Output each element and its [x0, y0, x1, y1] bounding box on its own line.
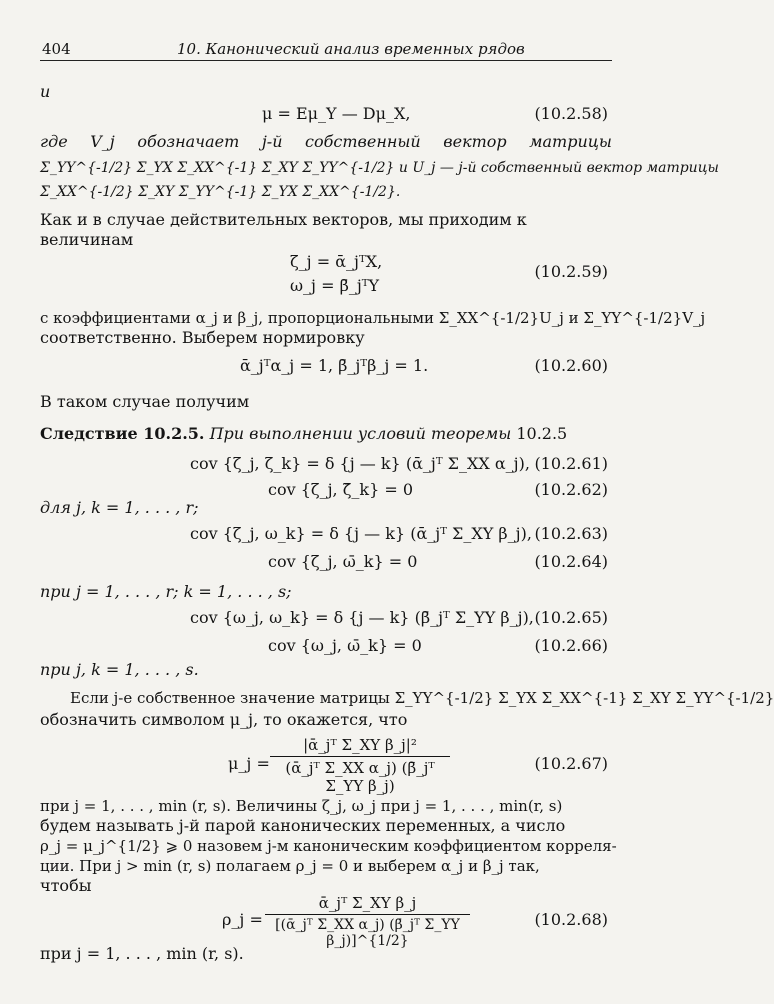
equation-10-2-58: μ = Eμ_Y — Dμ_X, [262, 104, 411, 123]
equation-10-2-59a: ζ_j = ᾱ_jᵀX, [290, 252, 383, 271]
running-header [40, 38, 612, 61]
word: где [40, 132, 68, 151]
word: j-й [261, 132, 283, 151]
equation-number: (10.2.63) [534, 524, 608, 543]
word: вектор [443, 132, 507, 151]
text-line: Как и в случае действительных векторов, мы приходим к [40, 210, 527, 229]
equation-10-2-60: ᾱ_jᵀα_j = 1, β̄_jᵀβ_j = 1. [240, 356, 429, 375]
text-line: для j, k = 1, . . . , r; [40, 498, 199, 517]
equation-number: (10.2.58) [534, 104, 608, 123]
theorem-reference: 10.2.5 [516, 424, 568, 443]
text-line: Σ_XX^{-1/2} Σ_XY Σ_YY^{-1} Σ_YX Σ_XX^{-1/2}. [40, 184, 401, 200]
equation-lhs: ρ_j = [222, 910, 263, 929]
equation-lhs: μ_j = [228, 754, 270, 773]
text-line: Σ_YY^{-1/2} Σ_YX Σ_XX^{-1} Σ_XY Σ_YY^{-1/2} и U_j — j-й собственный вектор матрицы [40, 160, 719, 176]
corollary-line [40, 424, 612, 444]
running-title: 10. Канонический анализ временных рядов [177, 40, 525, 58]
equation-10-2-65: cov {ω_j, ω_k} = δ {j — k} (β̄_jᵀ Σ_YY β_j), [190, 608, 534, 627]
corollary-text: При выполнении условий теоремы [209, 424, 512, 443]
text-line: В таком случае получим [40, 392, 250, 411]
text-line: чтобы [40, 876, 92, 895]
word: матрицы [529, 132, 612, 151]
equation-number: (10.2.62) [534, 480, 608, 499]
text-line: с коэффициентами α_j и β_j, пропорциональными Σ_XX^{-1/2}U_j и Σ_YY^{-1/2}V_j [40, 309, 706, 327]
equation-number: (10.2.66) [534, 636, 608, 655]
equation-10-2-61: cov {ζ_j, ζ_k} = δ {j — k} (ᾱ_jᵀ Σ_XX α_j), [190, 454, 530, 473]
word: собственный [305, 132, 421, 151]
word: обозначает [137, 132, 240, 151]
text-line: при j = 1, . . . , min (r, s). [40, 944, 244, 963]
text-line: ρ_j = μ_j^{1/2} ⩾ 0 назовем j-м каноническим коэффициентом корреля- [40, 837, 617, 855]
equation-number: (10.2.64) [534, 552, 608, 571]
text-line: обозначить символом μ_j, то окажется, что [40, 710, 408, 729]
equation-number: (10.2.59) [534, 262, 608, 281]
page-number: 404 [42, 40, 71, 58]
text-line: при j, k = 1, . . . , s. [40, 660, 199, 679]
fraction-numerator: ᾱ_jᵀ Σ_XY β_j [265, 894, 470, 915]
text-line: величинам [40, 230, 134, 249]
fraction-10-2-68 [265, 894, 470, 949]
text-line: при j = 1, . . . , min (r, s). Величины ζ_j, ω_j при j = 1, . . . , min(r, s) [40, 797, 563, 815]
text-line: и [40, 82, 51, 101]
text-line: Если j-е собственное значение матрицы Σ_YY^{-1/2} Σ_YX Σ_XX^{-1} Σ_XY Σ_YY^{-1/2} [70, 689, 774, 707]
text-line-justified [40, 132, 612, 152]
text-line: будем называть j-й парой канонических переменных, а число [40, 816, 566, 835]
word: V_j [90, 132, 115, 151]
fraction-numerator: |ᾱ_jᵀ Σ_XY β_j|² [270, 736, 450, 757]
equation-10-2-66: cov {ω_j, ω̄_k} = 0 [268, 636, 422, 655]
equation-number: (10.2.65) [534, 608, 608, 627]
equation-10-2-59b: ω_j = β̄_jᵀY [290, 276, 380, 295]
equation-number: (10.2.61) [534, 454, 608, 473]
corollary-label: Следствие 10.2.5. [40, 424, 205, 443]
fraction-denominator: [(ᾱ_jᵀ Σ_XX α_j) (β̄_jᵀ Σ_YY β_j)]^{1/2} [275, 917, 460, 949]
equation-number: (10.2.67) [534, 754, 608, 773]
fraction-denominator: (ᾱ_jᵀ Σ_XX α_j) (β̄_jᵀ Σ_YY β_j) [285, 759, 435, 795]
fraction-10-2-67 [270, 736, 450, 795]
equation-number: (10.2.68) [534, 910, 608, 929]
text-line: соответственно. Выберем нормировку [40, 328, 365, 347]
equation-10-2-62: cov {ζ_j, ζ̄_k} = 0 [268, 480, 414, 499]
text-line: при j = 1, . . . , r; k = 1, . . . , s; [40, 582, 292, 601]
equation-10-2-63: cov {ζ_j, ω_k} = δ {j — k} (ᾱ_jᵀ Σ_XY β_j), [190, 524, 532, 543]
text-line: ции. При j > min (r, s) полагаем ρ_j = 0 и выберем α_j и β_j так, [40, 857, 540, 875]
equation-10-2-64: cov {ζ_j, ω̄_k} = 0 [268, 552, 418, 571]
equation-number: (10.2.60) [534, 356, 608, 375]
